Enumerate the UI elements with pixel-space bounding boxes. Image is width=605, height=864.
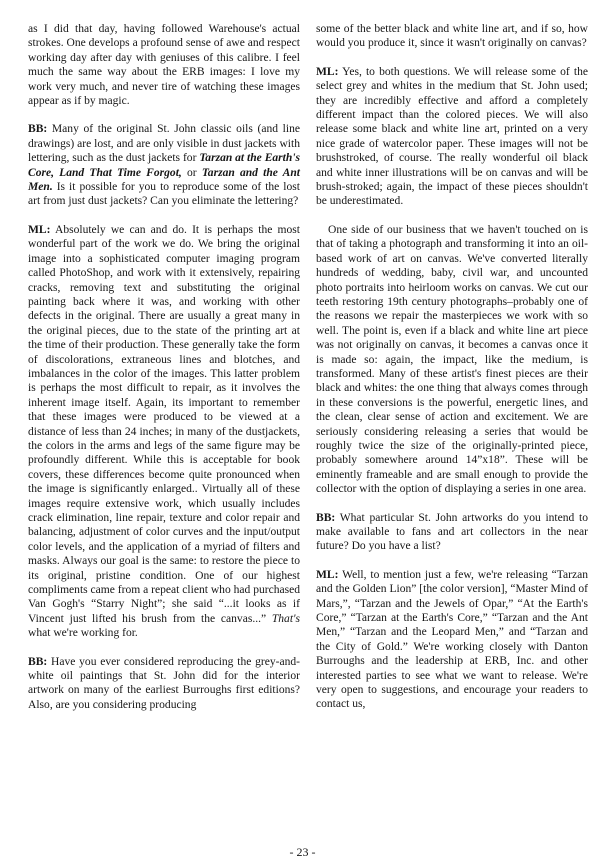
speaker-ml: ML: <box>28 223 51 236</box>
page-number: - 23 - <box>289 845 316 859</box>
question-text: Many of the original St. John classic oils (and line drawings) are lost, and are only visible in dust jackets with lettering, such as the dust jackets for <box>28 123 300 165</box>
question-continued: some of the better black and white line art, and if so, how would you produce it, since it wasn't originally on canvas? <box>316 23 588 50</box>
book-titles: Tarzan at the Earth's Core, Land That Time Forgot, <box>28 152 300 179</box>
answer-text: Absolutely we can and do. It is perhaps the most wonderful part of the work we do. We bring the original image into a sophisticated computer imaging program called PhotoShop, and work with it extensively, repairing cracks, removing text and substituting the original painting back where it was, and working with other defects in the original. There are usually a great many in the original pieces, due to the state of the printing art at the time of their production. These generally take the form of discolorations, extraneous lines and blotches, and imbalances in the color of the images. This latter problem is perhaps the most difficult to repair, as it involves the inherent image itself. Again, its important to remember that these images were produced to be viewed at a distance of less than 24 inches; in many of the dustjackets, the colors in the arms and legs of the same figure may be profoundly different. While this is acceptable for book covers, these differences become quite pronounced when the image is significantly enlarged.. Virtually all of these images require extensive work, which usually includes crack elimination, line repair, texture and color repair and balancing, adjustment of color curves and the input/output color levels, and the application of a myriad of filters and masks. Always our goal is the same: to restore the piece to its original, pristine condition. One of our highest compliments came from a repeat client who had purchased Van Gogh's “Starry Night”; she said “...it looks as if Vincent just lifted his brush from the canvas...” <box>28 223 300 625</box>
right-column <box>316 22 588 726</box>
question-text-or: or <box>181 166 202 179</box>
question-bb-grey-white <box>28 655 300 713</box>
question-bb-artworks-list <box>316 511 588 554</box>
question-text-end: Is it possible for you to reproduce some of the lost art from just dust jackets? Can you eliminate the lettering? <box>28 181 300 208</box>
question-bb-dust-jackets <box>28 122 300 208</box>
speaker-ml: ML: <box>316 65 339 78</box>
speaker-bb: BB: <box>28 123 48 136</box>
answer-ml-restoration <box>28 223 300 641</box>
answer-text-end: what we're working for. <box>28 627 138 640</box>
speaker-bb: BB: <box>316 511 336 524</box>
paragraph-photo-conversion: One side of our business that we haven't touched on is that of taking a photograph and transforming it into an oil-based work of art on canvas. We've converted literally hundreds of wedding, baby, civil war, and uncounted photo portraits into heirloom works on canvas. We cut our teeth restoring 19th century photographs–probably one of the reasons we repair the masterpieces we work with so well. The point is, even if a black and white line art piece was not originally on canvas, it becomes a canvas once it is made so: again, the impact, like the medium, is transformed. Many of these artist's finest pieces are their black and whites: the one thing that always comes through in these conversions is the powerful, energetic lines, and the clean, clear sense of action and excitement. We are seriously considering releasing a series that would be roughly twice the size of the originally-printed piece, probably somewhere around 14”x18”. These will be eminently frameable and are small enough to provide the collector with the option of displaying a series in one area. <box>316 223 588 496</box>
emphasis-thats: That's <box>271 612 300 625</box>
answer-ml-releases <box>316 568 588 712</box>
question-text: Have you ever considered reproducing the grey-and-white oil paintings that St. John did for the interior artwork on many of the earliest Burroughs first editions? Also, are you considering producing <box>28 655 300 711</box>
answer-text: Yes, to both questions. We will release some of the select grey and whites in the medium that St. John used; they are incredibly effective and afford a completely different impact than the colored pieces. We will also release some black and white line art, printed on a very nice grade of watercolor paper. These images will not be brushstroked, of course. The really wonderful oil black and white inner illustrations will be on canvas and will be brush-stroked; again, the impact of these pieces shouldn't be underestimated. <box>316 65 588 208</box>
answer-ml-line-art <box>316 65 588 209</box>
answer-text: Well, to mention just a few, we're releasing “Tarzan and the Golden Lion” [the color version], “Master Mind of Mars,”, “Tarzan and the Jewels of Opar,” “At the Earth's Core,” “Tarzan at the Earth's Core,” “Tarzan and the Ant Men,” “Tarzan and the Leopard Men,” and “Tarzan and the City of Gold.” We're working closely with Danton Burroughs and the leadership at ERB, Inc. and other interested parties to see what we want to release. We're very open to suggestions, and encourage your readers to contact us, <box>316 568 588 711</box>
paragraph-continued: as I did that day, having followed Warehouse's actual strokes. One develops a profound sense of awe and respect working day after day with geniuses of this calibre. I feel much the same way about the ERB images: I love my work very much, and never tire of watching these images appear as if by magic. <box>28 23 300 108</box>
book-title-ant-men: Tarzan and the Ant Men. <box>28 166 300 194</box>
question-text: What particular St. John artworks do you intend to make available to fans and art collectors in the near future? Do you have a list? <box>316 511 588 553</box>
left-column <box>28 22 300 726</box>
speaker-bb: BB: <box>28 655 48 668</box>
speaker-ml: ML: <box>316 568 339 581</box>
